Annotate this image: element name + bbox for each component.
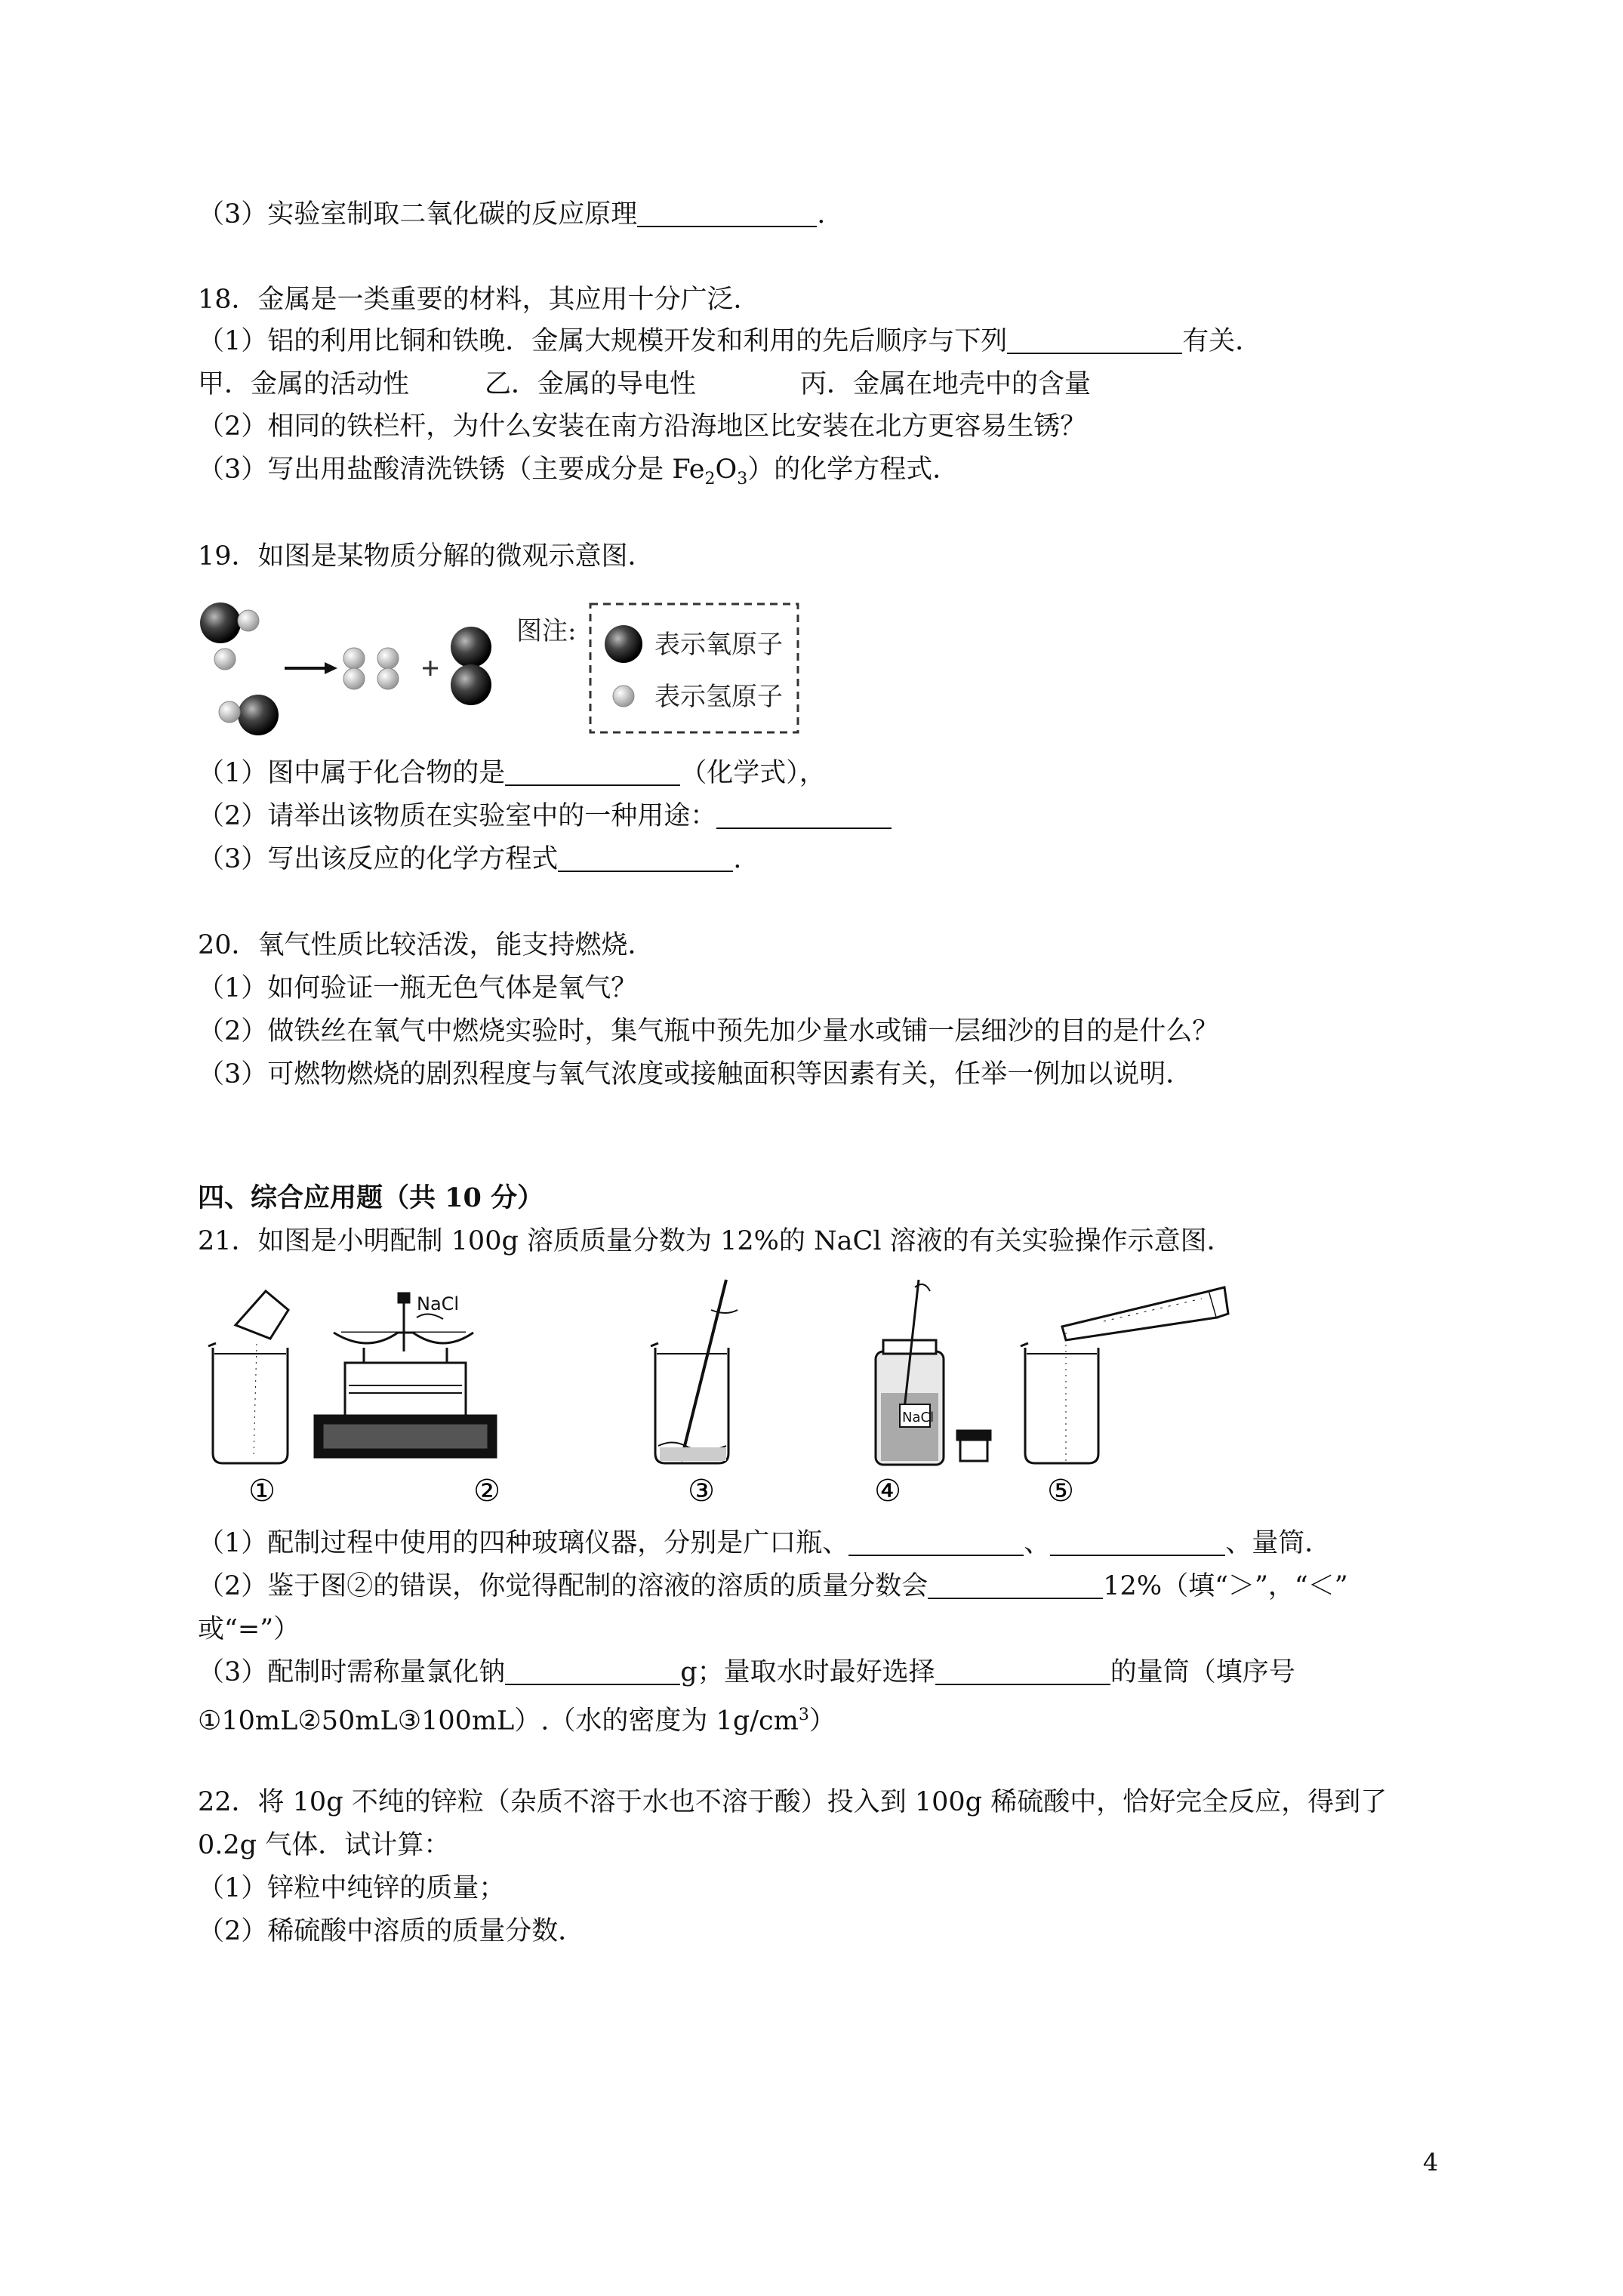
legend-title: 图注: <box>516 616 577 646</box>
page-number: 4 <box>1423 2148 1439 2177</box>
q20-part3: （3）可燃物燃烧的剧烈程度与氧气浓度或接触面积等因素有关，任举一例加以说明． <box>198 1059 1193 1089</box>
q22-part1: （1）锌粒中纯锌的质量； <box>198 1873 506 1903</box>
o2-molecule <box>451 627 491 705</box>
q18-option-c: 丙．金属在地壳中的含量 <box>800 369 1092 399</box>
reaction-arrow <box>285 662 337 674</box>
q17-part3: （3）实验室制取二氧化碳的反应原理 . <box>198 199 826 230</box>
step3-stirring <box>651 1280 738 1463</box>
q18-part1: （1）铝的利用比铜和铁晚．金属大规模开发和利用的先后顺序与下列 有关． <box>198 326 1262 356</box>
step5-pour-from-cylinder <box>1021 1287 1228 1463</box>
bottle-label: NaCl <box>902 1410 935 1425</box>
legend-box <box>590 604 798 732</box>
q20-stem: 20．氧气性质比较活泼，能支持燃烧． <box>198 930 654 960</box>
legend-hydrogen: 表示氢原子 <box>654 682 783 712</box>
q21-stem: 21．如图是小明配制 100g 溶质质量分数为 12%的 NaCl 溶液的有关实验操作示意图． <box>198 1226 1233 1256</box>
decomposition-diagram <box>198 593 802 744</box>
step1-pour-into-beaker <box>208 1291 288 1463</box>
oxygen-atom-icon <box>605 625 642 663</box>
q18-part3: （3）写出用盐酸清洗铁锈（主要成分是 $Fe_2O_3$）的化学方程式． <box>198 455 959 488</box>
step-label: ① <box>248 1474 276 1509</box>
answer-blank[interactable] <box>935 1658 1110 1685</box>
q21-part3-cont: ①10mL②50mL③100mL）.（水的密度为 $1g/cm^3$） <box>198 1706 836 1737</box>
step-label: ④ <box>874 1474 901 1509</box>
q20-part2: （2）做铁丝在氧气中燃烧实验时，集气瓶中预先加少量水或铺一层细沙的目的是什么？ <box>198 1016 1219 1046</box>
answer-blank[interactable] <box>928 1572 1103 1599</box>
answer-blank[interactable] <box>1007 327 1182 354</box>
q20-part1: （1）如何验证一瓶无色气体是氧气？ <box>198 973 638 1003</box>
step-label: ② <box>473 1474 500 1509</box>
answer-blank[interactable] <box>637 200 817 227</box>
answer-blank[interactable] <box>716 802 892 829</box>
q21-part1: （1）配制过程中使用的四种玻璃仪器，分别是广口瓶、 、 、量筒． <box>198 1528 1332 1558</box>
q18-stem: 18．金属是一类重要的材料，其应用十分广泛． <box>198 285 760 315</box>
q22-stem-line1: 22．将 10g 不纯的锌粒（杂质不溶于水也不溶于酸）投入到 100g 稀硫酸中，恰好完全反应，得到了 <box>198 1787 1387 1817</box>
hydrogen-atom-icon <box>613 686 634 707</box>
q19-part2: （2）请举出该物质在实验室中的一种用途： <box>198 800 892 833</box>
q21-part3: （3）配制时需称量氯化钠 g；量取水时最好选择 的量筒（填序号 <box>198 1657 1295 1687</box>
q18-option-b: 乙．金属的导电性 <box>485 369 697 399</box>
step-label: ③ <box>688 1474 715 1509</box>
q18-part2: （2）相同的铁栏杆，为什么安装在南方沿海地区比安装在北方更容易生锈？ <box>198 411 1087 442</box>
h2-molecules <box>343 648 399 689</box>
answer-blank[interactable] <box>505 1658 680 1685</box>
q18-option-a: 甲．金属的活动性 <box>198 369 410 399</box>
section-heading: 四、综合应用题（共 10 分） <box>198 1182 544 1213</box>
lab-operations-figure <box>198 1280 1255 1521</box>
answer-blank[interactable] <box>505 759 680 786</box>
plus-sign <box>423 661 438 676</box>
answer-blank[interactable] <box>848 1529 1024 1556</box>
q19-part3: （3）写出该反应的化学方程式 . <box>198 844 742 874</box>
step2-balance <box>315 1293 496 1457</box>
q19-part1: （1）图中属于化合物的是 （化学式）， <box>198 758 826 788</box>
step4-reagent-bottle <box>876 1280 990 1465</box>
h2o2-molecule <box>200 603 279 735</box>
step-label: ⑤ <box>1047 1474 1074 1509</box>
q19-stem: 19．如图是某物质分解的微观示意图． <box>198 541 654 572</box>
nacl-label: NaCl <box>417 1293 460 1314</box>
q21-part2: （2）鉴于图②的错误，你觉得配制的溶液的溶质的质量分数会 12%（填“＞”，“＜” <box>198 1571 1348 1601</box>
q22-part2: （2）稀硫酸中溶质的质量分数． <box>198 1916 585 1946</box>
figure-step-labels <box>248 1474 1074 1509</box>
answer-blank[interactable] <box>558 845 733 872</box>
q22-stem-line2: 0.2g 气体．试计算： <box>198 1830 451 1860</box>
answer-blank[interactable] <box>1050 1529 1225 1556</box>
q21-part2-cont: 或“=”） <box>198 1614 300 1644</box>
legend-oxygen: 表示氧原子 <box>654 630 783 660</box>
